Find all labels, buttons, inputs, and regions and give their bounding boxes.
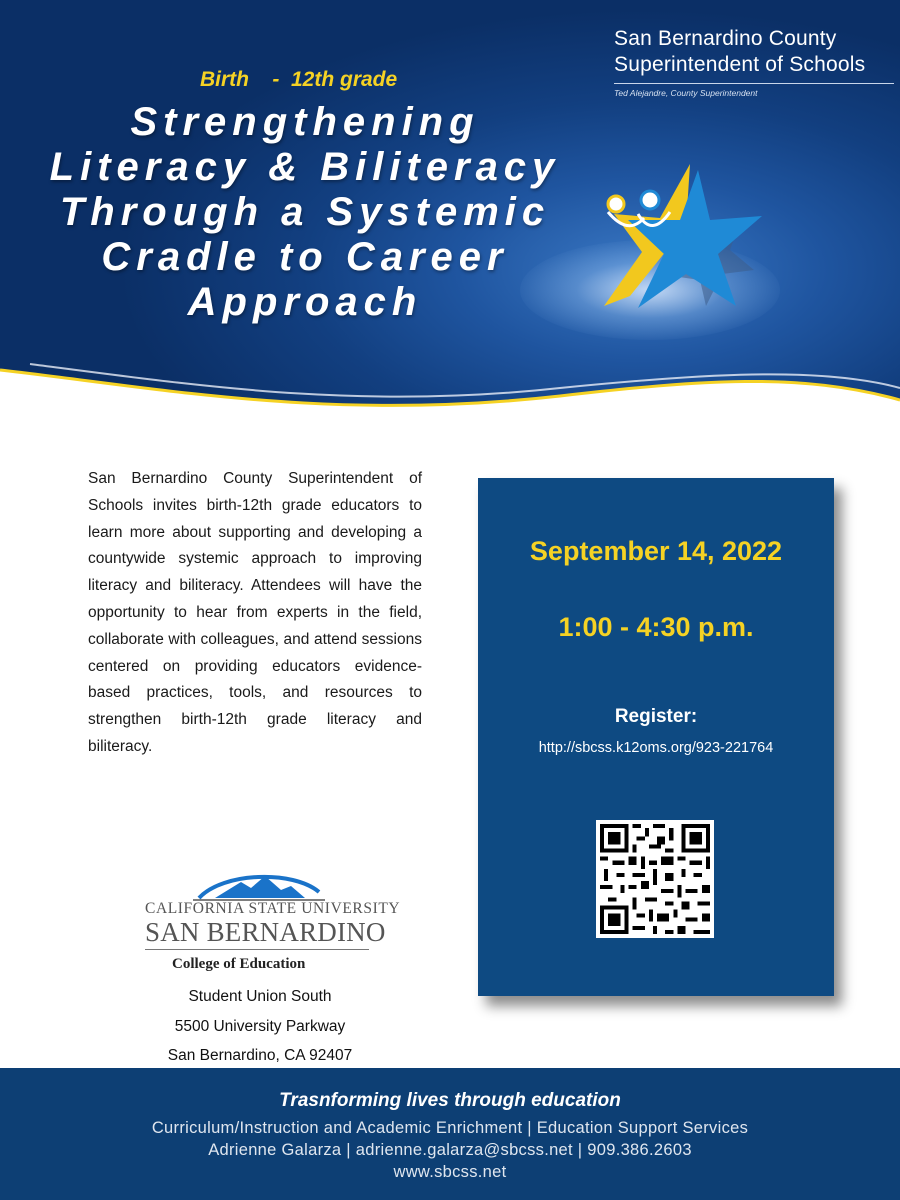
- page-title: [0, 100, 610, 325]
- title-line: Cradle to Career: [101, 235, 509, 279]
- footer-departments: Curriculum/Instruction and Academic Enrichment | Education Support Services: [151, 1119, 749, 1137]
- venue-city: San Bernardino, CA 92407: [167, 1047, 353, 1064]
- footer-website-link[interactable]: www.sbcss.net: [393, 1163, 507, 1181]
- mountain-arc-icon: [193, 868, 325, 902]
- header-banner: [0, 0, 900, 432]
- university-name-line1: CALIFORNIA STATE UNIVERSITY: [145, 900, 401, 917]
- title-line: Through a Systemic: [59, 190, 551, 234]
- csusb-logo: [145, 868, 401, 950]
- grade-range: Birth - 12th grade: [200, 68, 398, 91]
- venue-building: Student Union South: [188, 988, 332, 1005]
- event-description: San Bernardino County Superintendent of Schools invites birth-12th grade educators to learn more about supporting and developing a countywide systemic approach to improving literacy and biliteracy. Attendees will have the opportunity to hear from experts in the field, collaborate with colleagues, and attend sessions centered on providing educators evidence-based practices, tools, and resources to strengthen birth-12th grade literacy and biliteracy.: [88, 470, 422, 755]
- university-name-line2: SAN BERNARDINO: [145, 917, 386, 947]
- footer-tagline: Trasnforming lives through education: [279, 1090, 621, 1111]
- footer-bar: [0, 1068, 900, 1200]
- event-details-box: [478, 478, 834, 996]
- register-label: Register:: [614, 706, 698, 727]
- footer-contact[interactable]: Adrienne Galarza | adrienne.galarza@sbcss.net | 909.386.2603: [208, 1141, 692, 1159]
- title-line: Strengthening: [130, 100, 480, 144]
- csusb-divider: [145, 949, 369, 950]
- event-date: September 14, 2022: [529, 536, 783, 566]
- org-divider: [614, 83, 894, 84]
- title-line: Approach: [187, 280, 423, 324]
- star-figures-icon: [594, 156, 814, 346]
- org-name-line2: Superintendent of Schools: [614, 53, 866, 76]
- event-time: 1:00 - 4:30 p.m.: [558, 612, 754, 642]
- register-link[interactable]: http://sbcss.k12oms.org/923-221764: [538, 740, 774, 756]
- superintendent-name: Ted Alejandre, County Superintendent: [614, 88, 758, 98]
- title-line: Literacy & Biliteracy: [49, 145, 561, 189]
- org-name-line1: San Bernardino County: [614, 27, 837, 50]
- college-name: College of Education: [172, 956, 306, 972]
- qr-code-icon[interactable]: [596, 820, 714, 938]
- sbcss-logo: [614, 26, 894, 98]
- venue-street: 5500 University Parkway: [174, 1018, 346, 1035]
